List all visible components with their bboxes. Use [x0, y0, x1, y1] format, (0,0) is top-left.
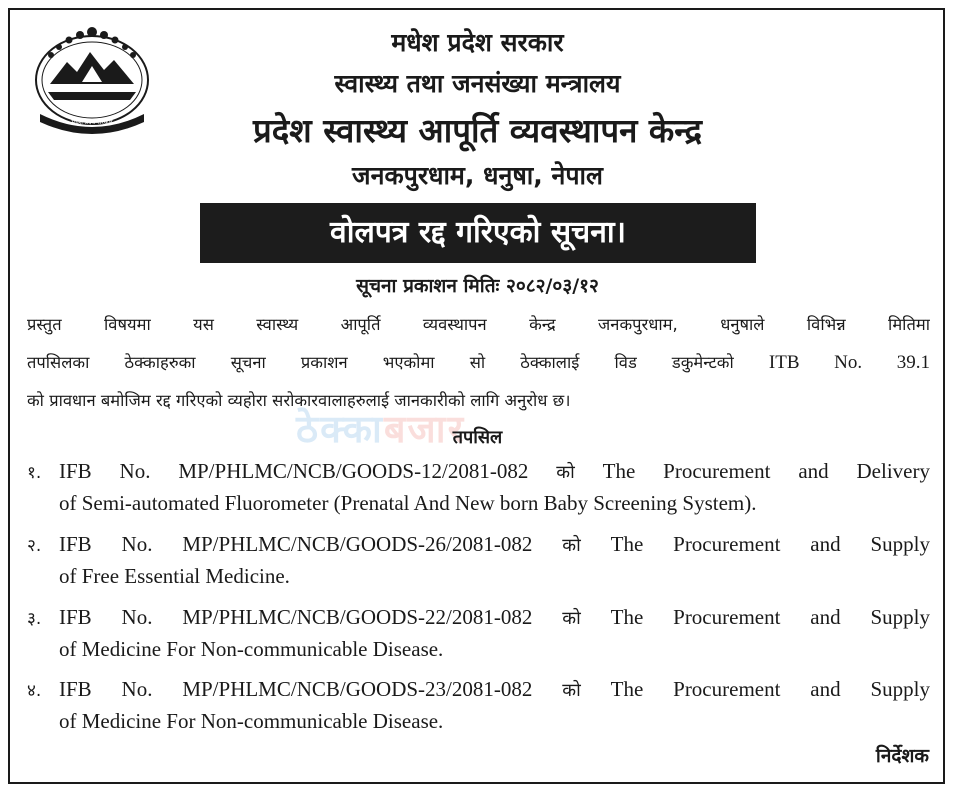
item-connector: को: [562, 535, 581, 556]
office-name: प्रदेश स्वास्थ्य आपूर्ति व्यवस्थापन केन्द्र: [252, 111, 703, 150]
body-line-3: को प्रावधान बमोजिम रद्द गरिएको व्यहोरा सरोकारवालाहरुलाई जानकारीको लागि अनुरोध छ।: [27, 391, 571, 410]
item-title-line-1: The Procurement and Supply: [610, 605, 931, 629]
publication-date: सूचना प्रकाशन मितिः २०८२/०३/१२: [356, 275, 599, 297]
list-item: [27, 528, 930, 592]
ifb-number: IFB No. MP/PHLMC/NCB/GOODS-23/2081-082: [59, 677, 533, 701]
item-title-line-2: of Medicine For Non-communicable Disease.: [59, 637, 444, 661]
item-title-line-2: of Medicine For Non-communicable Disease.: [59, 709, 444, 733]
itb-reference: ITB No. 39.1: [768, 352, 930, 373]
office-location: जनकपुरधाम, धनुषा, नेपाल: [352, 161, 603, 190]
item-connector: को: [556, 462, 575, 483]
item-number: ३.: [27, 609, 42, 629]
item-title-line-1: The Procurement and Supply: [610, 677, 931, 701]
body-line-1: प्रस्तुत विषयमा यस स्वास्थ्य आपूर्ति व्यवस्थापन केन्द्र जनकपुरधाम, धनुषाले विभिन्न मितिमा: [27, 315, 930, 334]
notice-title-banner: वोलपत्र रद्द गरिएको सूचना।: [200, 203, 756, 263]
emblem-caption: मधेश प्रदेश सरकार: [71, 119, 113, 126]
item-connector: को: [562, 608, 581, 629]
government-name: मधेश प्रदेश सरकार: [391, 28, 564, 57]
schedule-title: तपसिल: [452, 427, 503, 448]
body-line-2: [27, 350, 930, 374]
list-item: [27, 673, 930, 737]
item-number: ४.: [27, 681, 42, 701]
item-number: २.: [27, 536, 42, 556]
item-title-line-1: The Procurement and Supply: [610, 532, 931, 556]
item-number: १.: [27, 463, 42, 483]
item-title-line-1: The Procurement and Delivery: [602, 459, 930, 483]
watermark-part-2: बजार: [383, 407, 466, 451]
watermark-part-1: ठेक्का: [296, 407, 384, 451]
ifb-number: IFB No. MP/PHLMC/NCB/GOODS-12/2081-082: [59, 459, 529, 483]
ifb-number: IFB No. MP/PHLMC/NCB/GOODS-22/2081-082: [59, 605, 533, 629]
item-title-line-2: of Free Essential Medicine.: [59, 564, 290, 588]
item-title-line-2: of Semi-automated Fluorometer (Prenatal And New born Baby Screening System).: [59, 491, 757, 515]
ministry-name: स्वास्थ्य तथा जनसंख्या मन्त्रालय: [334, 69, 621, 98]
ifb-number: IFB No. MP/PHLMC/NCB/GOODS-26/2081-082: [59, 532, 533, 556]
signer-designation: निर्देशक: [875, 745, 929, 767]
list-item: [27, 455, 930, 519]
list-item: [27, 601, 930, 665]
item-connector: को: [562, 680, 581, 701]
body-line-2-text: तपसिलका ठेक्काहरुका सूचना प्रकाशन भएकोमा सो ठेक्कालाई विड डकुमेन्टको: [27, 353, 769, 372]
